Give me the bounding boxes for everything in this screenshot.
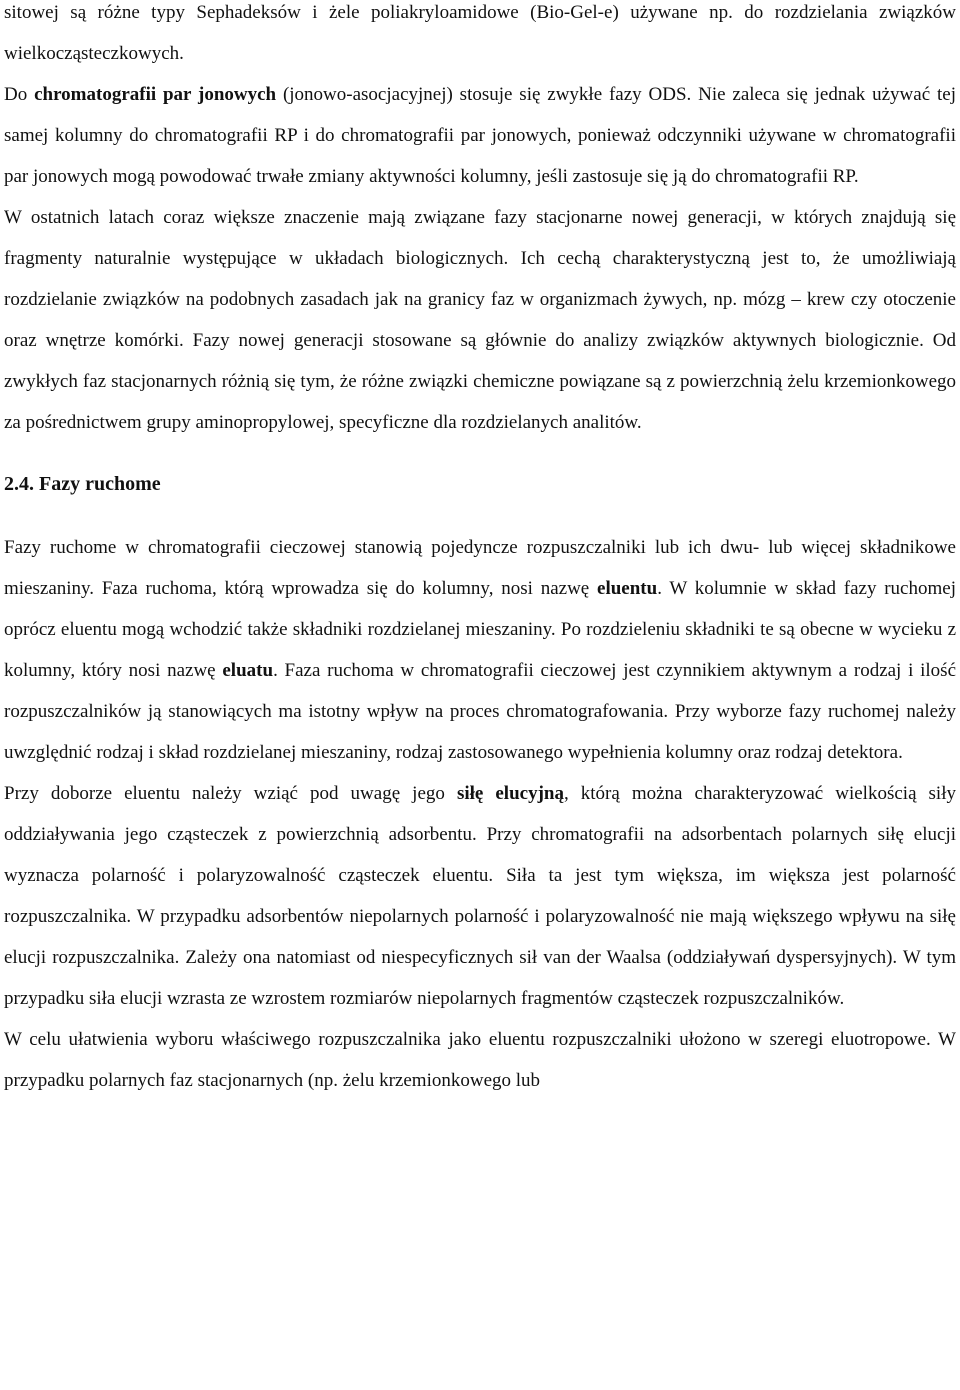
text-segment: (jonowo-asocjacyjnej) stosuje się zwykłe fazy ODS. Nie zaleca się jednak używać tej samej kolumny do chromatografii RP i do chromatografii par jonowych, ponieważ odczynniki używane w chromatografii par jonowych mogą powodować trwałe zmiany aktywności kolumny, jeśli zastosuje się ją do chromatografii RP.	[4, 84, 956, 187]
bold-term: eluatu	[222, 660, 274, 681]
paragraph-sephadex	[4, 0, 956, 74]
paragraph-mobile-phases	[4, 527, 956, 773]
section-heading: 2.4. Fazy ruchome	[4, 473, 161, 495]
bold-term: eluentu	[597, 578, 658, 599]
bold-term: chromatografii par jonowych	[34, 84, 277, 105]
text-segment: , którą można charakteryzować wielkością siły oddziaływania jego cząsteczek z powierzchnią adsorbentu. Przy chromatografii na adsorbentach polarnych siłę elucji wyznacza polarność i polaryzowalność cząsteczek eluentu. Siła ta jest tym większa, im większa jest polarność rozpuszczalnika. W przypadku adsorbentów niepolarnych polarność i polaryzowalność nie mają większego wpływu na siłę elucji rozpuszczalnika. Zależy ona natomiast od niespecyficznych sił van der Waalsa (oddziaływań dyspersyjnych). W tym przypadku siła elucji wzrasta ze wzrostem rozmiarów niepolarnych fragmentów cząsteczek rozpuszczalników.	[4, 783, 956, 1009]
paragraph-elution-strength	[4, 773, 956, 1019]
text-segment: . Faza ruchoma w chromatografii cieczowej jest czynnikiem aktywnym a rodzaj i ilość rozpuszczalników ją stanowiących ma istotny wpływ na proces chromatografowania. Przy wyborze fazy ruchomej należy uwzględnić rodzaj i skład rozdzielanej mieszaniny, rodzaj zastosowanego wypełnienia kolumny oraz rodzaj detektora.	[4, 660, 957, 763]
text-segment: Przy doborze eluentu należy wziąć pod uwagę jego	[4, 783, 457, 804]
text-segment: sitowej są różne typy Sephadeksów i żele poliakryloamidowe (Bio-Gel-e) używane np. do rozdzielania związków wielkocząsteczkowych.	[4, 2, 956, 64]
text-segment: . W kolumnie w skład fazy ruchomej oprócz eluentu mogą wchodzić także składniki rozdzielanej mieszaniny. Po rozdzieleniu składniki te są obecne w wycieku z kolumny, który nosi nazwę	[4, 578, 956, 681]
bold-term: siłę elucyjną	[456, 783, 564, 804]
text-segment: W ostatnich latach coraz większe znaczenie mają związane fazy stacjonarne nowej generacji, w których znajdują się fragmenty naturalnie występujące w układach biologicznych. Ich cechą charakterystyczną jest to, że umożliwiają rozdzielanie związków na podobnych zasadach jak na granicy faz w organizmach żywych, np. mózg – krew czy otoczenie oraz wnętrze komórki. Fazy nowej generacji stosowane są głównie do analizy związków aktywnych biologicznie. Od zwykłych faz stacjonarnych różnią się tym, że różne związki chemiczne powiązane są z powierzchnią żelu krzemionkowego za pośrednictwem grupy aminopropylowej, specyficzne dla rozdzielanych analitów.	[4, 207, 956, 433]
text-segment: Do	[4, 84, 35, 105]
text-segment: Fazy ruchome w chromatografii cieczowej stanowią pojedyncze rozpuszczalniki lub ich dwu- lub więcej składnikowe mieszaniny. Faza ruchoma, którą wprowadza się do kolumny, nosi nazwę	[4, 537, 956, 599]
paragraph-eluotropic-series	[4, 1019, 956, 1101]
paragraph-new-generation-phases	[4, 197, 956, 443]
text-segment: W celu ułatwienia wyboru właściwego rozpuszczalnika jako eluentu rozpuszczalniki ułożono w szeregi eluotropowe. W przypadku polarnych faz stacjonarnych (np. żelu krzemionkowego lub	[4, 1029, 956, 1091]
paragraph-ion-pair	[4, 74, 956, 197]
